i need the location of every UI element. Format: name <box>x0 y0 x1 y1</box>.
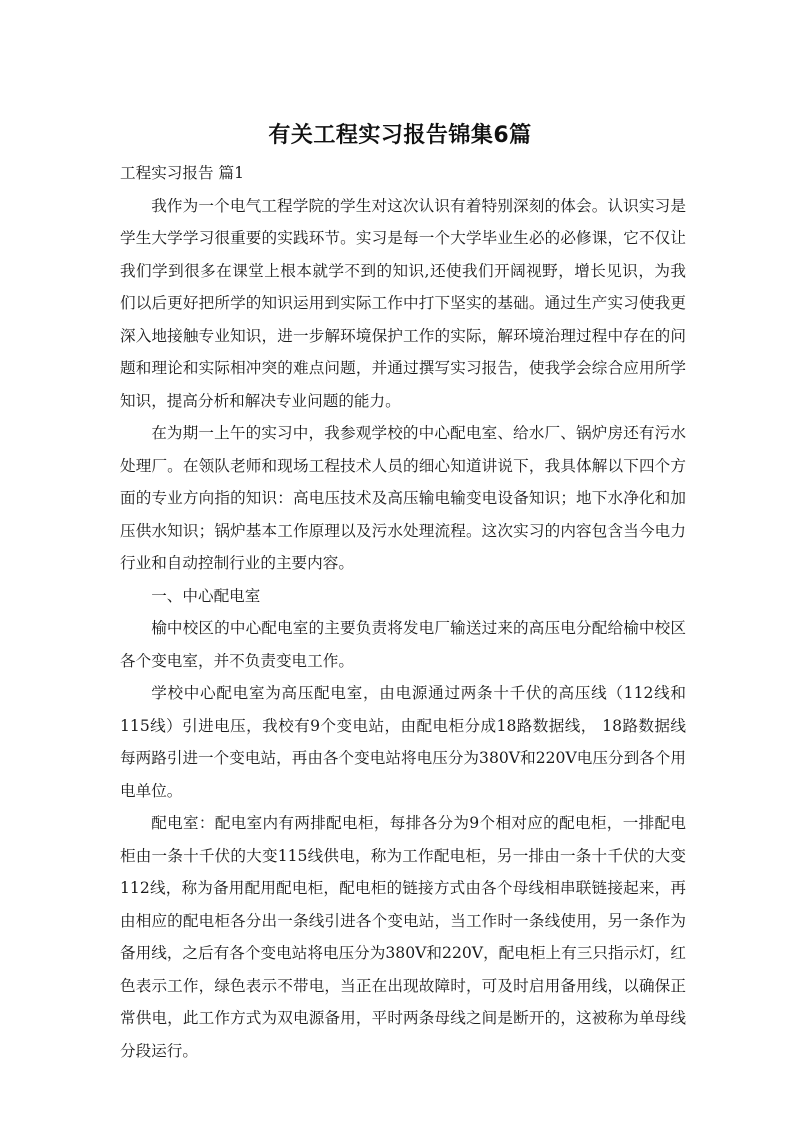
paragraph-5: 配电室：配电室内有两排配电柜，每排各分为9个相对应的配电柜，一排配电柜由一条十千伏的大变115线供电，称为工作配电柜，另一排由一条十千伏的大变112线，称为备用配用配电柜，配电柜的链接方式由各个母线相串联链接起来，再由相应的配电柜各分出一条线引进各个变电站，当工作时一条线使用，另一条作为备用线，之后有各个变电站将电压分为380V和220V，配电柜上有三只指示灯，红色表示工作，绿色表示不带电，当正在出现故障时，可及时启用备用线，以确保正常供电，此工作方式为双电源备用，平时两条母线之间是断开的，这被称为单母线分段运行。 <box>120 814 686 1060</box>
subheading-central-distribution-room: 一、中心配电室 <box>151 586 261 605</box>
document-title: 有关工程实习报告锦集6篇 <box>268 123 532 148</box>
paragraph-1: 我作为一个电气工程学院的学生对这次认识有着特别深刻的体会。认识实习是学生大学学习很重要的实践环节。实习是每一个大学毕业生必的必修课，它不仅让我们学到很多在课堂上根本就学不到的知识,还使我们开阔视野，增长见识，为我们以后更好把所学的知识运用到实际工作中打下坚实的基础。通过生产实习使我更深入地接触专业知识，进一步解环境保护工作的实际，解环境治理过程中存在的问题和理论和实际相冲突的难点问题，并通过撰写实习报告，使我学会综合应用所学知识，提高分析和解决专业问题的能力。 <box>120 196 686 410</box>
paragraph-3: 榆中校区的中心配电室的主要负责将发电厂输送过来的高压电分配给榆中校区各个变电室，并不负责变电工作。 <box>120 619 686 670</box>
paragraph-2: 在为期一上午的实习中，我参观学校的中心配电室、给水厂、锅炉房还有污水处理厂。在领队老师和现场工程技术人员的细心知道讲说下，我具体解以下四个方面的专业方向指的知识：高电压技术及高压输电输变电设备知识；地下水净化和加压供水知识；锅炉基本工作原理以及污水处理流程。这次实习的内容包含当今电力行业和自动控制行业的主要内容。 <box>120 424 686 572</box>
paragraph-4: 学校中心配电室为高压配电室，由电源通过两条十千伏的高压线（112线和115线）引进电压，我校有9个变电站，由配电柜分成18路数据线， 18路数据线每两路引进一个变电站，再由各个变电站将电压分为380V和220V电压分到各个用电单位。 <box>120 684 686 800</box>
document-body <box>120 157 686 1067</box>
section-label: 工程实习报告 篇1 <box>120 164 245 182</box>
